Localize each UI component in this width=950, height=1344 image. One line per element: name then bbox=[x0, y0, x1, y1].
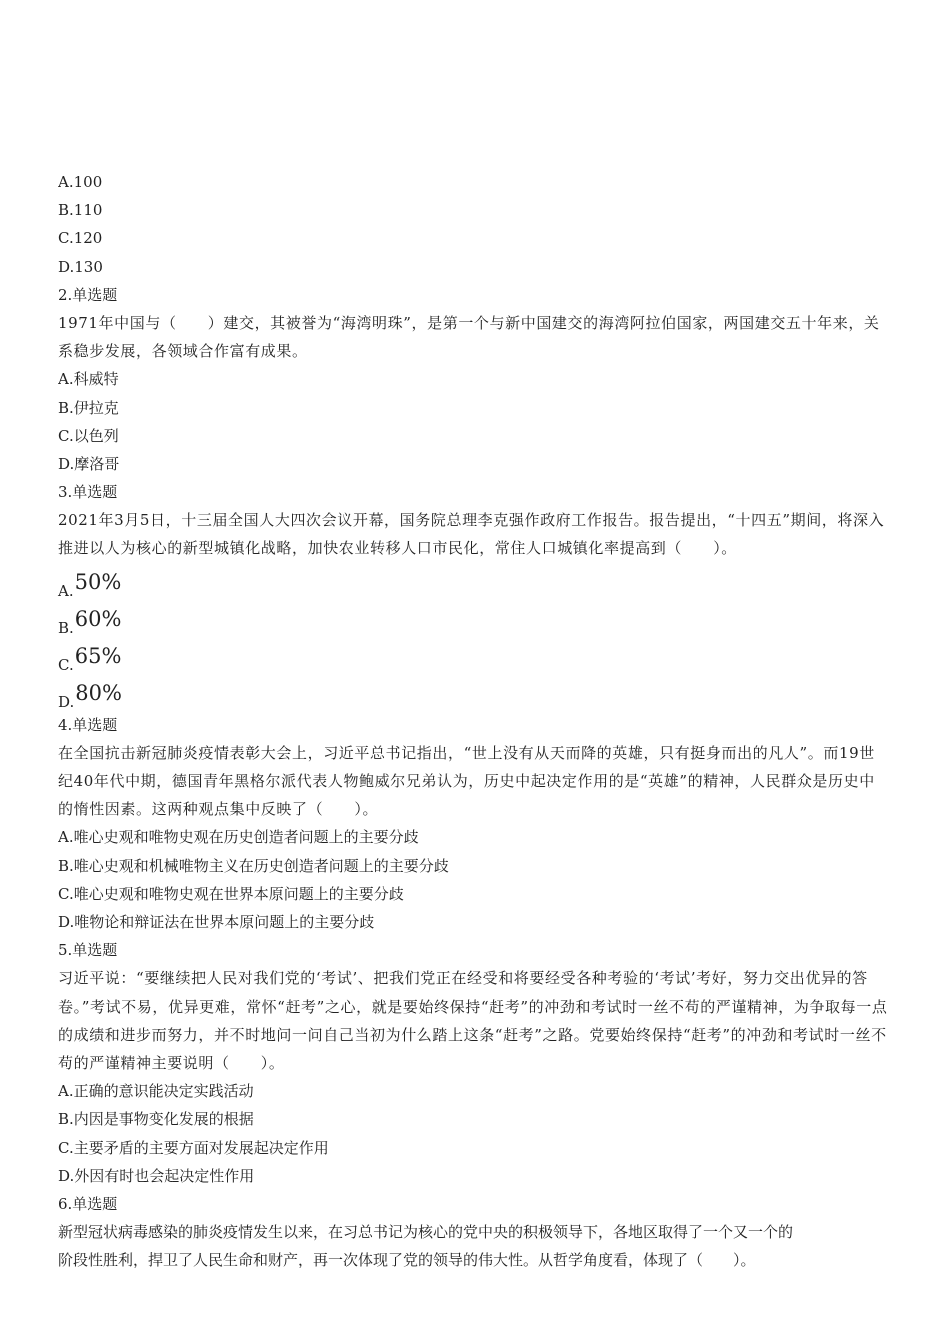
q1-options bbox=[58, 168, 888, 281]
q4-option-c: C.唯心史观和唯物史观在世界本原问题上的主要分歧 bbox=[58, 884, 404, 903]
q1-option-c: C.120 bbox=[58, 229, 103, 248]
q4-option-a: A.唯心史观和唯物史观在历史创造者问题上的主要分歧 bbox=[58, 828, 419, 847]
q3-option-c-value: 65% bbox=[74, 643, 122, 668]
q4-header: 4.单选题 bbox=[58, 715, 118, 734]
q3-header: 3.单选题 bbox=[58, 483, 118, 502]
q3-option-a-value: 50% bbox=[74, 569, 122, 594]
q3-option-a-letter: A. bbox=[58, 581, 74, 600]
q3-option-a bbox=[58, 563, 888, 600]
q4-option-d: D.唯物论和辩证法在世界本原问题上的主要分歧 bbox=[58, 913, 375, 932]
q3-option-d-letter: D. bbox=[58, 692, 75, 711]
q2-stem: 1971年中国与（ ）建交，其被誉为“海湾明珠”，是第一个与新中国建交的海湾阿拉伯国家，两国建交五十年来，关系稳步发展，各领域合作富有成果。 bbox=[58, 313, 880, 361]
q5-option-b: B.内因是事物变化发展的根据 bbox=[58, 1110, 254, 1129]
q2-option-c: C.以色列 bbox=[58, 426, 119, 445]
q3-option-d bbox=[58, 674, 888, 711]
q1-option-b: B.110 bbox=[58, 201, 103, 220]
q5-stem: 习近平说：“要继续把人民对我们党的‘考试’、把我们党正在经受和将要经受各种考验的‘考试’考好，努力交出优异的答卷。”考试不易，优异更难，常怀“赶考”之心，就是要始终保持“赶考”的冲劲和考试时一丝不苟的严谨精神，为争取每一点的成绩和进步而努力，并不时地问一问自己当初为什么踏上这条“赶考”之路。党要始终保持“赶考”的冲劲和考试时一丝不苟的严谨精神主要说明（ ）。 bbox=[58, 969, 888, 1073]
q1-option-d: D.130 bbox=[58, 257, 103, 276]
q2-option-b: B.伊拉克 bbox=[58, 398, 119, 417]
q2-header: 2.单选题 bbox=[58, 285, 118, 304]
exam-page bbox=[58, 168, 888, 1268]
q1-option-a: A.100 bbox=[58, 173, 103, 191]
q5-option-d: D.外因有时也会起决定性作用 bbox=[58, 1166, 255, 1185]
q3-option-d-value: 80% bbox=[75, 680, 122, 705]
q5-option-c: C.主要矛盾的主要方面对发展起决定作用 bbox=[58, 1138, 329, 1157]
q3-option-b-letter: B. bbox=[58, 618, 74, 637]
q3-option-c bbox=[58, 637, 888, 674]
q5-header: 5.单选题 bbox=[58, 941, 118, 960]
q3-option-c-letter: C. bbox=[58, 655, 74, 674]
q3-option-b-value: 60% bbox=[74, 606, 122, 631]
q4-option-b: B.唯心史观和机械唯物主义在历史创造者问题上的主要分歧 bbox=[58, 856, 449, 875]
q2-option-a: A.科威特 bbox=[58, 370, 119, 389]
q6-stem-line-2: 阶段性胜利，捍卫了人民生命和财产，再一次体现了党的领导的伟大性。从哲学角度看，体现了（ ）。 bbox=[58, 1251, 756, 1269]
q2-option-d: D.摩洛哥 bbox=[58, 454, 120, 473]
q3-option-b bbox=[58, 600, 888, 637]
q3-stem: 2021年3月5日，十三届全国人大四次会议开幕，国务院总理李克强作政府工作报告。报告提出，“十四五”期间，将深入推进以人为核心的新型城镇化战略，加快农业转移人口市民化，常住人口城镇化率提高到（ ）。 bbox=[58, 511, 885, 558]
q5-option-a: A.正确的意识能决定实践活动 bbox=[58, 1082, 254, 1101]
q6-stem-line-1: 新型冠状病毒感染的肺炎疫情发生以来，在习总书记为核心的党中央的积极领导下，各地区取得了一个又一个的 bbox=[58, 1223, 794, 1242]
q4-stem: 在全国抗击新冠肺炎疫情表彰大会上，习近平总书记指出，“世上没有从天而降的英雄，只有挺身而出的凡人”。而19世纪40年代中期，德国青年黑格尔派代表人物鲍威尔兄弟认为，历史中起决定作用的是“英雄”的精神，人民群众是历史中的惰性因素。这两种观点集中反映了（ ）。 bbox=[58, 743, 875, 819]
q6-header: 6.单选题 bbox=[58, 1194, 118, 1213]
